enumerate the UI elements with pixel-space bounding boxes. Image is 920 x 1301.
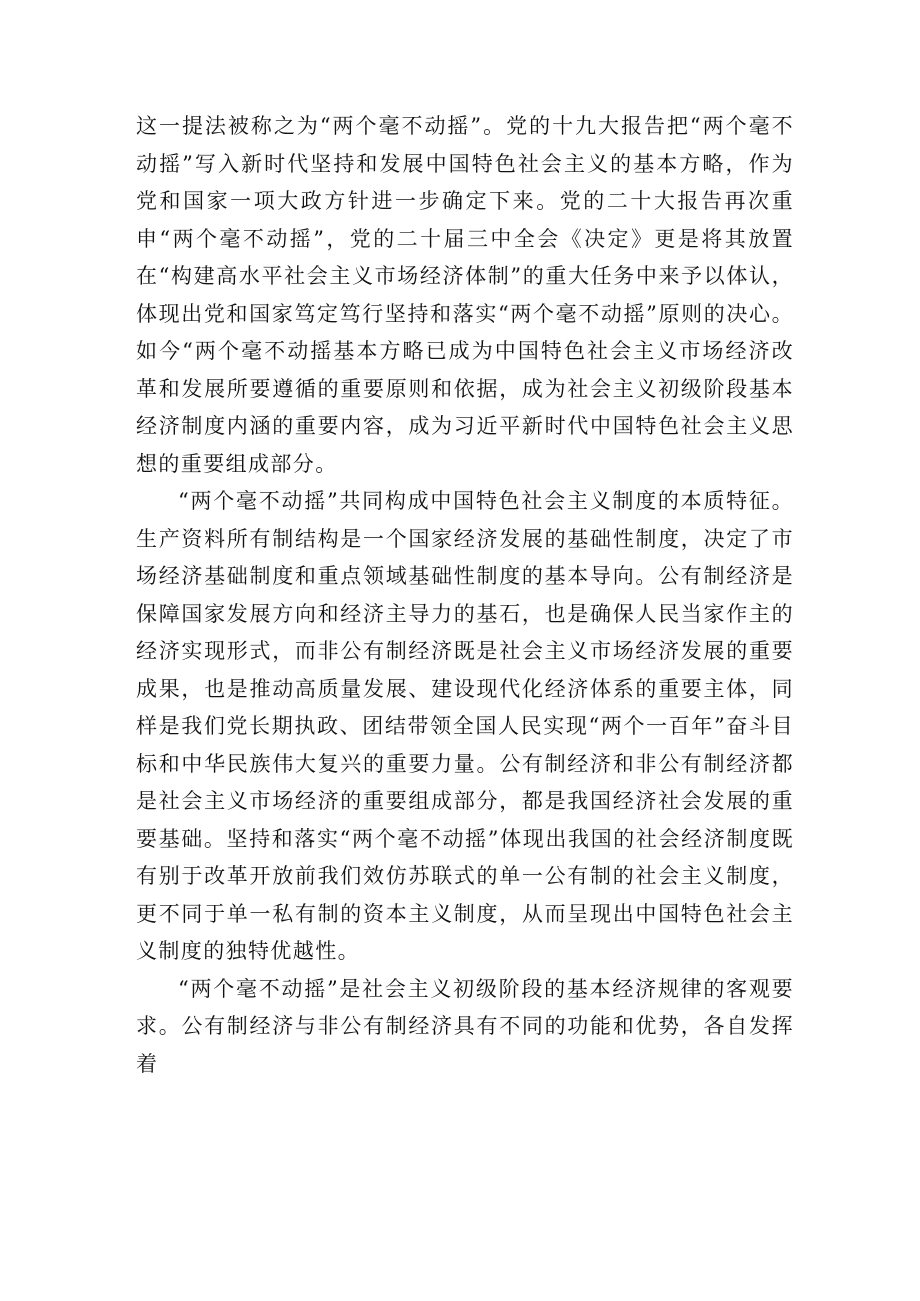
paragraph-1: 这一提法被称之为“两个毫不动摇”。党的十九大报告把“两个毫不动摇”写入新时代坚持和发展中国特色社会主义的基本方略，作为党和国家一项大政方针进一步确定下来。党的二十大报告再次重申“两个毫不动摇”，党的二十届三中全会《决定》更是将其放置在“构建高水平社会主义市场经济体制”的重大任务中来予以体认，体现出党和国家笃定笃行坚持和落实“两个毫不动摇”原则的决心。如今“两个毫不动摇基本方略已成为中国特色社会主义市场经济改革和发展所要遵循的重要原则和依据，成为社会主义初级阶段基本经济制度内涵的重要内容，成为习近平新时代中国特色社会主义思想的重要组成部分。 xyxy=(136,114,794,476)
paragraph-3: “两个毫不动摇”是社会主义初级阶段的基本经济规律的客观要求。公有制经济与非公有制经济具有不同的功能和优势，各自发挥着 xyxy=(136,976,794,1076)
document-body xyxy=(136,108,794,1083)
paragraph-2: “两个毫不动摇”共同构成中国特色社会主义制度的本质特征。生产资料所有制结构是一个国家经济发展的基础性制度，决定了市场经济基础制度和重点领域基础性制度的基本导向。公有制经济是保障国家发展方向和经济主导力的基石，也是确保人民当家作主的经济实现形式，而非公有制经济既是社会主义市场经济发展的重要成果，也是推动高质量发展、建设现代化经济体系的重要主体，同样是我们党长期执政、团结带领全国人民实现“两个一百年”奋斗目标和中华民族伟大复兴的重要力量。公有制经济和非公有制经济都是社会主义市场经济的重要组成部分，都是我国经济社会发展的重要基础。坚持和落实“两个毫不动摇”体现出我国的社会经济制度既有别于改革开放前我们效仿苏联式的单一公有制的社会主义制度，更不同于单一私有制的资本主义制度，从而呈现出中国特色社会主义制度的独特优越性。 xyxy=(136,489,794,963)
